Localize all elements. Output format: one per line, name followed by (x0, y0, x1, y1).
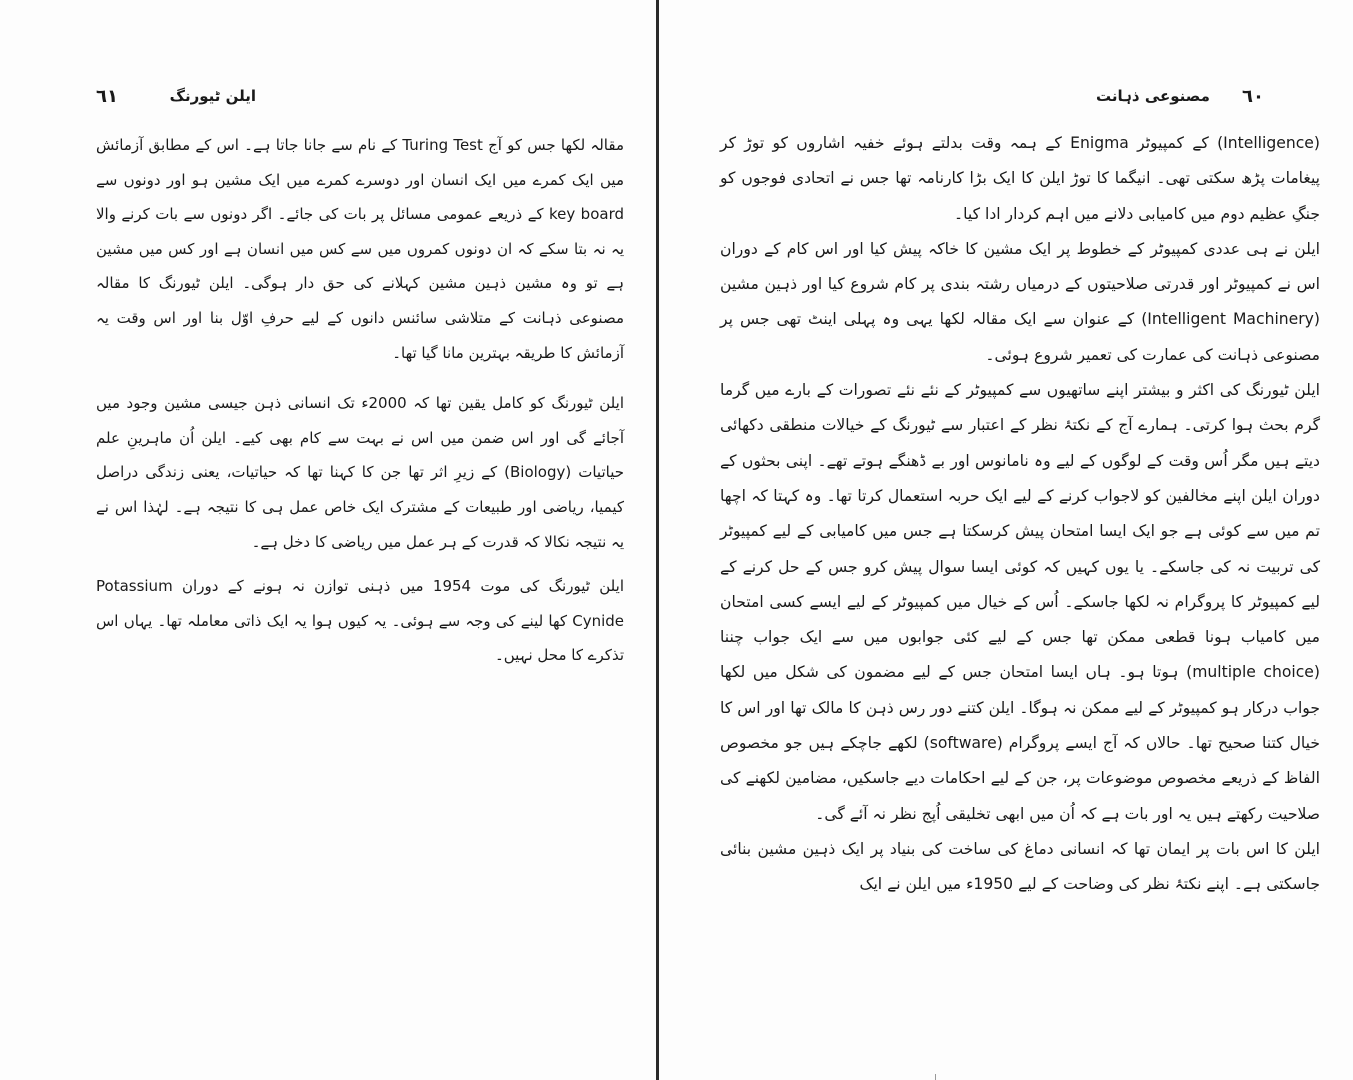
left-page-body (96, 128, 624, 673)
book-gutter (656, 0, 659, 1080)
paragraph: ایلن ٹیورنگ کی اکثر و بیشتر اپنے ساتھیوں سے کمپیوٹر کے نئے نئے تصورات کے بارے میں گرما گرم بحث ہوا کرتی۔ ہمارے آج کے نکتۂ نظر کے اعتبار سے ٹیورنگ کے خیالات منطقی دکھائی دیتے ہیں مگر اُس وقت کے لوگوں کے لیے وہ نامانوس اور بے ڈھنگے ہوتے تھے۔ اپنی بحثوں کے دوران ایلن اپنے مخالفین کو لاجواب کرنے کے لیے ایک حربہ استعمال کرتا تھا۔ وہ کہتا کہ اچھا تم میں سے کوئی ہے جو ایک ایسا امتحان پیش کرسکتا ہے جس میں کامیابی کے لیے کمپیوٹر کی تربیت نہ کی جاسکے۔ یا یوں کہیں کہ کوئی ایسا سوال پیش کرو جس کے حل کرنے کے لیے کمپیوٹر کا پروگرام نہ لکھا جاسکے۔ اُس کے خیال میں کمپیوٹر کے لیے ایسے کسی امتحان میں کامیاب ہونا قطعی ممکن تھا جس کے لیے کئی جوابوں میں سے ایک جواب چننا (multiple choice) ہوتا ہو۔ ہاں ایسا امتحان جس کے لیے مضمون کی شکل میں لکھا جواب درکار ہو کمپیوٹر کے لیے ممکن نہ ہوگا۔ ایلن کتنے دور رس ذہن کا مالک تھا اور اس کا خیال کتنا صحیح تھا۔ حالاں کہ آج ایسے پروگرام (software) لکھے جاچکے ہیں جو مخصوص الفاظ کے ذریعے مخصوص موضوعات پر، جن کے لیے احکامات دیے جاسکیں، مضامین لکھنے کی صلاحیت رکھتے ہیں یہ اور بات ہے کہ اُن میں ابھی تخلیقی اُپج نظر نہ آئے گی۔ (720, 381, 1321, 823)
page-number: ٦١ (96, 85, 118, 107)
paragraph: مقالہ لکھا جس کو آج Turing Test کے نام سے جانا جاتا ہے۔ اس کے مطابق آزمائش میں ایک کمرے میں ایک انسان اور دوسرے کمرے میں ایک مشین ہو اور دونوں سے key board کے ذریعے عمومی مسائل پر بات کی جائے۔ اگر دونوں سے بات کرنے والا یہ نہ بتا سکے کہ ان دونوں کمروں میں سے کس میں انسان ہے اور کس میں مشین ہے تو وہ مشین ذہین مشین کہلانے کی حق دار ہوگی۔ ایلن ٹیورنگ کا مقالہ مصنوعی ذہانت کے متلاشی سائنس دانوں کے لیے حرفِ اوّل بنا اور اس وقت یہ آزمائش کا طریقہ بہترین مانا گیا تھا۔ (96, 136, 624, 362)
running-title: ایلن ٹیورنگ (169, 87, 256, 105)
paragraph: ایلن ٹیورنگ کو کامل یقین تھا کہ 2000ء تک انسانی ذہن جیسی مشین وجود میں آجائے گی اور اس ضمن میں اس نے بہت سے کام بھی کیے۔ ایلن اُن ماہرینِ علم حیاتیات (Biology) کے زیرِ اثر تھا جن کا کہنا تھا کہ حیاتیات، یعنی زندگی دراصل کیمیا، ریاضی اور طبیعات کے مشترک ایک خاص عمل ہی کا نتیجہ ہے۔ لہٰذا اس نے یہ نتیجہ نکالا کہ قدرت کے ہر عمل میں ریاضی کا دخل ہے۔ (96, 394, 624, 551)
right-page-header (1096, 80, 1264, 112)
right-page-body (720, 126, 1320, 903)
paragraph: (Intelligence) کے کمپیوٹر Enigma کے ہمہ وقت بدلتے ہوئے خفیہ اشاروں کو توڑ کر پیغامات پڑھ سکتی تھی۔ انیگما کا توڑ ایلن کا ایک بڑا کارنامہ تھا جس نے اتحادی فوجوں کو جنگِ عظیم دوم میں کامیابی دلانے میں اہم کردار ادا کیا۔ (720, 134, 1320, 223)
running-title: مصنوعی ذہانت (1096, 87, 1210, 105)
right-page (662, 0, 1353, 1080)
paragraph: ایلن ٹیورنگ کی موت 1954 میں ذہنی توازن نہ ہونے کے دوران Potassium Cynide کھا لینے کی وجہ سے ہوئی۔ یہ کیوں ہوا یہ ایک ذاتی معاملہ تھا۔ یہاں اس تذکرے کا محل نہیں۔ (96, 577, 624, 665)
paragraph: ایلن کا اس بات پر ایمان تھا کہ انسانی دماغ کی ساخت کی بنیاد پر ایک ذہین مشین بنائی جاسکتی ہے۔ اپنے نکتۂ نظر کی وضاحت کے لیے 1950ء میں ایلن نے ایک (720, 839, 1320, 894)
left-page (0, 0, 658, 1080)
page-edge-mark (935, 1074, 936, 1080)
page-number: ٦٠ (1242, 85, 1264, 107)
left-page-header (96, 80, 256, 112)
paragraph: ایلن نے ہی عددی کمپیوٹر کے خطوط پر ایک مشین کا خاکہ پیش کیا اور اس کام کے دوران اس نے کمپیوٹر اور قدرتی صلاحیتوں کے درمیاں رشتہ بندی پر کام شروع کیا اور ذہین مشین (Intelligent Machinery) کے عنوان سے ایک مقالہ لکھا یہی وہ پہلی اینٹ تھی جس پر مصنوعی ذہانت کی عمارت کی تعمیر شروع ہوئی۔ (720, 239, 1320, 364)
